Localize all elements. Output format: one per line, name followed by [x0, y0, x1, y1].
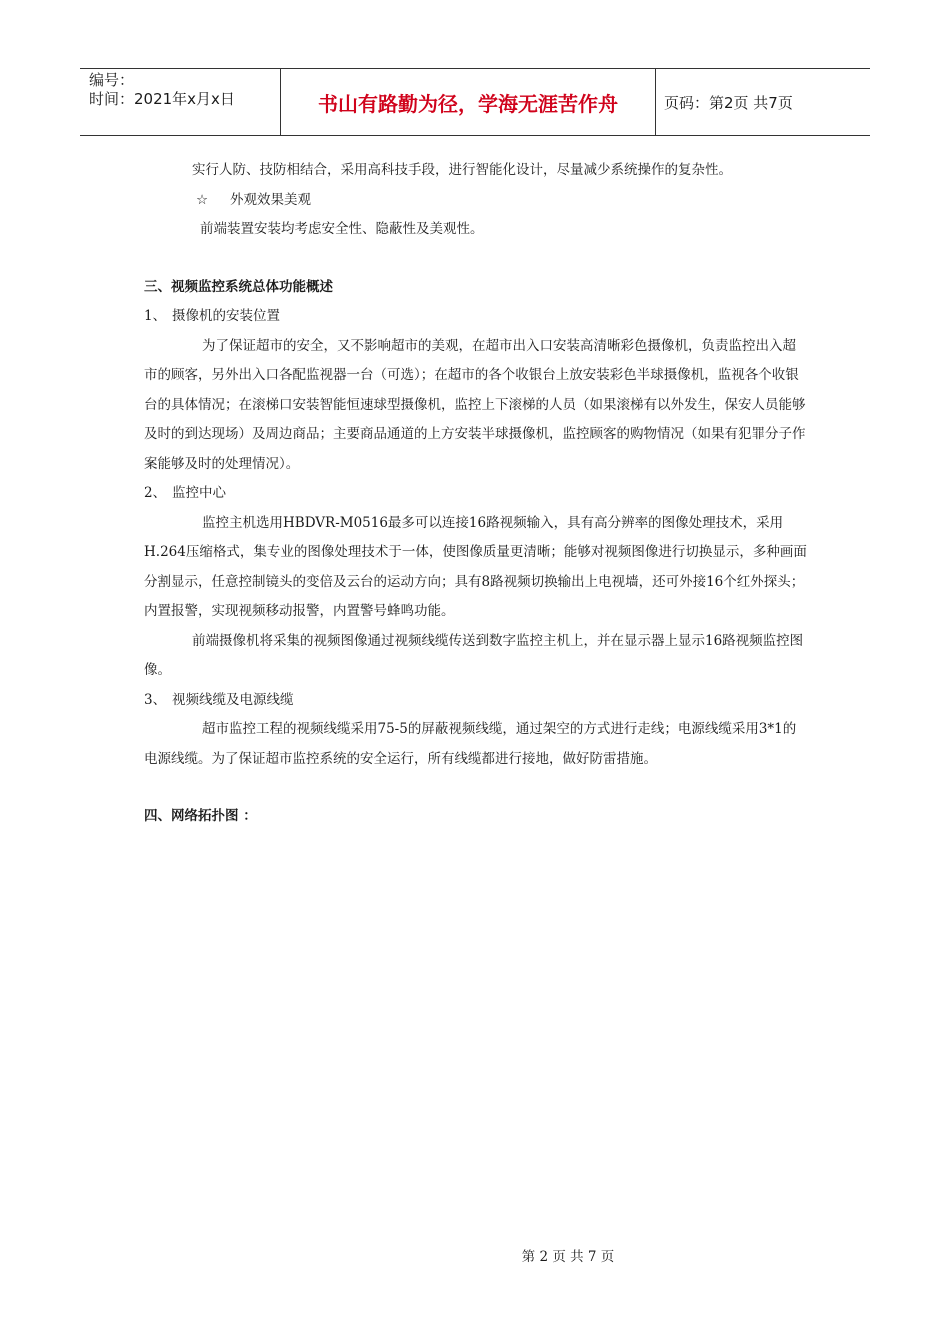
- subsection-3-heading: [144, 686, 809, 716]
- doc-date: 时间：2021年x月x日: [89, 90, 235, 108]
- subsection-2-text-2: 前端摄像机将采集的视频图像通过视频线缆传送到数字监控主机上，并在显示器上显示16路视频监控图像。: [144, 632, 804, 678]
- subsection-2-text-1: 监控主机选用HBDVR-M0516最多可以连接16路视频输入，具有高分辨率的图像处理技术，采用H.264压缩格式，集专业的图像处理技术于一体，使图像质量更清晰；能够对视频图像进行切换显示，多种画面分割显示，任意控制镜头的变倍及云台的运动方向；具有8路视频切换输出上电视墙，还可外接16个红外探头；内置报警，实现视频移动报警，内置警号蜂鸣功能。: [144, 514, 807, 619]
- page-header: [80, 68, 870, 136]
- spacer: [144, 245, 809, 273]
- document-body: [144, 156, 809, 832]
- subsection-1-title: 摄像机的安装位置: [172, 308, 280, 324]
- page-footer: 第 2 页 共 7 页: [521, 1249, 615, 1265]
- subsection-2-number: 2、: [144, 485, 167, 501]
- header-info-cell: [80, 69, 281, 135]
- subsection-3-text: 超市监控工程的视频线缆采用75-5的屏蔽视频线缆，通过架空的方式进行走线；电源线缆采用3*1的电源线缆。为了保证超市监控系统的安全运行，所有线缆都进行接地，做好防雷措施。: [144, 721, 797, 767]
- subsection-1-text: 为了保证超市的安全，又不影响超市的美观，在超市出入口安装高清晰彩色摄像机，负责监控出入超市的顾客，另外出入口各配监视器一台（可选）；在超市的各个收银台上放安装彩色半球摄像机，监视各个收银台的具体情况；在滚梯口安装智能恒速球型摄像机，监控上下滚梯的人员（如果滚梯有以外发生，保安人员能够及时的到达现场）及周边商品；主要商品通道的上方安装半球摄像机，监控顾客的购物情况（如果有犯罪分子作案能够及时的处理情况）。: [144, 337, 806, 472]
- spacer: [144, 774, 809, 802]
- subsection-1-heading: [144, 302, 809, 332]
- subsection-1-number: 1、: [144, 308, 167, 324]
- header-page-code: 页码：第2页 共7页: [664, 93, 793, 112]
- doc-number-label: 编号：: [89, 71, 135, 89]
- subsection-2-title: 监控中心: [172, 485, 226, 501]
- star-item-label: 外观效果美观: [230, 191, 311, 208]
- subsection-2-heading: [144, 479, 809, 509]
- paragraph-tech-defense: 实行人防、技防相结合，采用高科技手段，进行智能化设计，尽量减少系统操作的复杂性。: [192, 162, 732, 178]
- subsection-3-title: 视频线缆及电源线缆: [172, 691, 294, 708]
- section-4-title: 四、网络拓扑图 ：: [144, 808, 257, 824]
- subsection-3-number: 3、: [144, 691, 167, 708]
- star-item: [144, 186, 809, 216]
- star-icon: ☆: [196, 191, 209, 208]
- section-3-title: 三、视频监控系统总体功能概述: [144, 278, 333, 295]
- paragraph-front-end: 前端装置安装均考虑安全性、隐蔽性及美观性。: [200, 221, 484, 237]
- header-motto: 书山有路勤为径，学海无涯苦作舟: [281, 69, 656, 135]
